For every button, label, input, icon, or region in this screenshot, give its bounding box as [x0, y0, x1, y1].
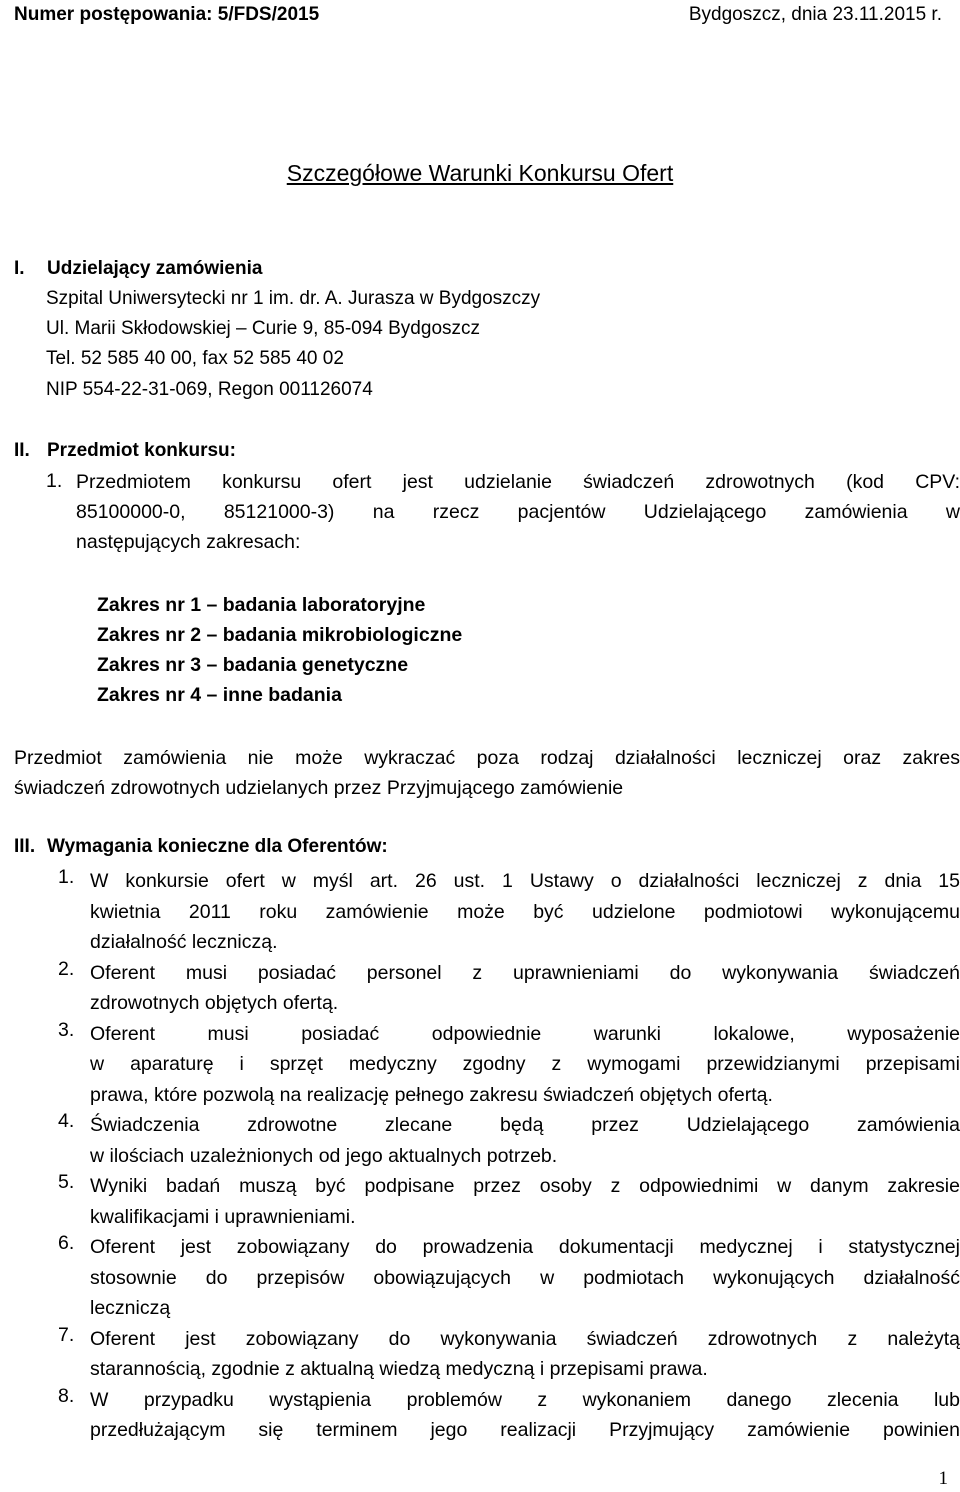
place-date: Bydgoszcz, dnia 23.11.2015 r.	[688, 4, 942, 25]
section-1-number: I.	[14, 258, 25, 279]
paragraph-line: 85100000-0, 85121000-3) na rzecz pacjentów Udzielającego zamówienia w	[76, 501, 960, 523]
list-item-number: 3.	[58, 1018, 75, 1041]
section-3-number: III.	[14, 836, 36, 857]
section-2-item-number: 1.	[46, 470, 63, 492]
paragraph-line: Przedmiot zamówienia nie może wykraczać poza rodzaj działalności leczniczej oraz zakres	[14, 747, 960, 769]
list-item-line: przedłużającym się terminem jego realizacji Przyjmujący zamówienie powinien	[90, 1419, 960, 1441]
section-3-heading	[14, 836, 388, 858]
section-2-title: Przedmiot konkursu:	[47, 440, 236, 461]
document-title: Szczegółowe Warunki Konkursu Ofert	[286, 160, 674, 186]
list-item-line: leczniczą	[90, 1297, 171, 1319]
range-item: Zakres nr 2 – badania mikrobiologiczne	[97, 624, 463, 646]
list-item-line: działalność leczniczą.	[90, 931, 278, 953]
list-item	[50, 1324, 960, 1385]
list-item	[50, 958, 960, 1019]
list-item-line: Oferent jest zobowiązany do prowadzenia dokumentacji medycznej i statystycznej	[90, 1236, 960, 1258]
section-3-title: Wymagania konieczne dla Oferentów:	[47, 836, 388, 857]
paragraph-line: następujących zakresach:	[76, 531, 301, 553]
list-item-number: 5.	[58, 1171, 75, 1193]
list-item-number: 7.	[58, 1323, 75, 1346]
list-item-line: W konkursie ofert w myśl art. 26 ust. 1 Ustawy o działalności leczniczej z dnia 15	[90, 870, 960, 892]
list-item	[50, 866, 960, 958]
range-item: Zakres nr 4 – inne badania	[97, 684, 342, 706]
list-item	[50, 1110, 960, 1171]
list-item-line: stosownie do przepisów obowiązujących w podmiotach wykonujących działalność	[90, 1266, 960, 1289]
page-number: 1	[938, 1468, 948, 1489]
list-item	[50, 1171, 960, 1232]
list-item-line: Oferent musi posiadać personel z uprawnieniami do wykonywania świadczeń	[90, 961, 960, 984]
requirements-list	[50, 866, 960, 1446]
list-item-line: kwalifikacjami i uprawnieniami.	[90, 1205, 356, 1228]
list-item	[50, 1385, 960, 1446]
list-item-number: 2.	[58, 957, 75, 980]
section-2-heading	[14, 440, 236, 462]
case-number: Numer postępowania: 5/FDS/2015	[14, 4, 320, 25]
list-item-line: zdrowotnych objętych ofertą.	[90, 992, 339, 1014]
list-item-line: starannością, zgodnie z aktualną wiedzą medyczną i przepisami prawa.	[90, 1358, 708, 1380]
paragraph-line: świadczeń zdrowotnych udzielanych przez Przyjmującego zamówienie	[14, 777, 624, 799]
list-item-number: 4.	[58, 1110, 75, 1132]
section-1-heading	[14, 258, 262, 280]
section-1-title: Udzielający zamówienia	[47, 258, 263, 279]
list-item-line: Oferent musi posiadać odpowiednie warunki lokalowe, wyposażenie	[90, 1022, 960, 1045]
list-item-line: prawa, które pozwolą na realizację pełnego zakresu świadczeń objętych ofertą.	[90, 1083, 773, 1106]
list-item-number: 6.	[58, 1232, 75, 1254]
list-item-line: Oferent jest zobowiązany do wykonywania świadczeń zdrowotnych z należytą	[90, 1327, 960, 1350]
address-line: Tel. 52 585 40 00, fax 52 585 40 02	[46, 348, 344, 369]
list-item-number: 1.	[58, 866, 75, 888]
section-2-number: II.	[14, 440, 30, 461]
paragraph-line: Przedmiotem konkursu ofert jest udzielanie świadczeń zdrowotnych (kod CPV:	[76, 471, 960, 493]
range-item: Zakres nr 1 – badania laboratoryjne	[97, 594, 426, 616]
list-item-line: Wyniki badań muszą być podpisane przez osoby z odpowiednimi w danym zakresie	[90, 1175, 960, 1197]
subject-note	[14, 743, 960, 803]
list-item	[50, 1232, 960, 1324]
address-line: Szpital Uniwersytecki nr 1 im. dr. A. Jurasza w Bydgoszczy	[46, 288, 541, 309]
address-line: NIP 554-22-31-069, Regon 001126074	[46, 379, 373, 400]
list-item-line: W przypadku wystąpienia problemów z wykonaniem danego zlecenia lub	[90, 1388, 960, 1411]
list-item-line: w aparaturę i sprzęt medyczny zgodny z wymogami przewidzianymi przepisami	[90, 1053, 960, 1075]
address-line: Ul. Marii Skłodowskiej – Curie 9, 85-094 Bydgoszcz	[46, 318, 481, 339]
list-item-number: 8.	[58, 1384, 75, 1407]
range-item: Zakres nr 3 – badania genetyczne	[97, 654, 409, 676]
list-item-line: w ilościach uzależnionych od jego aktualnych potrzeb.	[90, 1144, 558, 1167]
list-item-line: Świadczenia zdrowotne zlecane będą przez Udzielającego zamówienia	[90, 1114, 960, 1136]
list-item	[50, 1019, 960, 1111]
list-item-line: kwietnia 2011 roku zamówienie może być udzielone podmiotowi wykonującemu	[90, 900, 960, 923]
section-2-item-text	[76, 467, 960, 557]
